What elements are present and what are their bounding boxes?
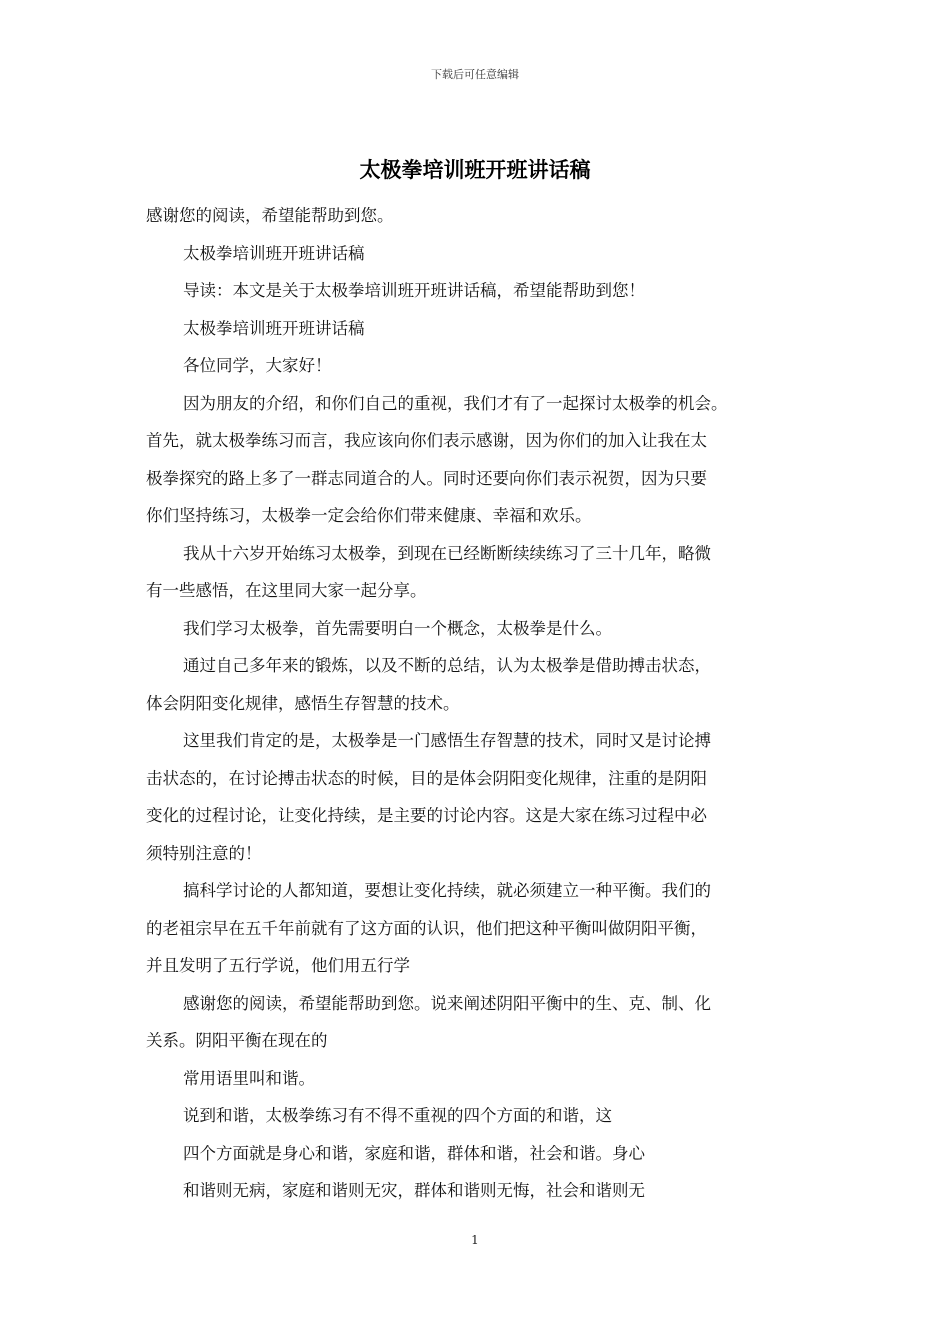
paragraph-line: 你们坚持练习，太极拳一定会给你们带来健康、幸福和欢乐。 (146, 506, 592, 525)
paragraph-line: 感谢您的阅读，希望能帮助到您。 (146, 206, 394, 225)
paragraph-line: 太极拳培训班开班讲话稿 (183, 243, 365, 263)
paragraph-line: 须特别注意的！ (146, 843, 262, 863)
paragraph-line: 体会阴阳变化规律，感悟生存智慧的技术。 (146, 693, 460, 713)
paragraph-line: 这里我们肯定的是，太极拳是一门感悟生存智慧的技术，同时又是讨论搏 (183, 731, 711, 750)
paragraph-line: 有一些感悟，在这里同大家一起分享。 (146, 581, 427, 600)
paragraph-line: 变化的过程讨论，让变化持续，是主要的讨论内容。这是大家在练习过程中必 (146, 806, 707, 825)
paragraph-line: 因为朋友的介绍，和你们自己的重视，我们才有了一起探讨太极拳的机会。 (183, 393, 728, 413)
document-title: 太极拳培训班开班讲话稿 (359, 157, 591, 182)
page-number: 1 (471, 1233, 479, 1247)
paragraph-line: 各位同学，大家好！ (183, 356, 332, 375)
paragraph-line: 关系。阴阳平衡在现在的 (146, 1031, 328, 1050)
document-body (146, 197, 810, 1210)
paragraph-line: 通过自己多年来的锻炼，以及不断的总结，认为太极拳是借助搏击状态， (183, 656, 711, 675)
paragraph-line: 我从十六岁开始练习太极拳，到现在已经断断续续练习了三十几年，略微 (183, 543, 711, 563)
paragraph-line: 并且发明了五行学说，他们用五行学 (146, 956, 410, 975)
paragraph-line: 和谐则无病，家庭和谐则无灾，群体和谐则无悔，社会和谐则无 (183, 1181, 645, 1200)
paragraph-line: 导读：本文是关于太极拳培训班开班讲话稿，希望能帮助到您！ (183, 281, 645, 300)
paragraph-line: 常用语里叫和谐。 (183, 1068, 315, 1088)
paragraph-line: 击状态的，在讨论搏击状态的时候，目的是体会阴阳变化规律，注重的是阴阳 (146, 768, 707, 788)
header-note: 下载后可任意编辑 (431, 68, 519, 81)
paragraph-line: 极拳探究的路上多了一群志同道合的人。同时还要向你们表示祝贺，因为只要 (146, 468, 707, 488)
paragraph-line: 的老祖宗早在五千年前就有了这方面的认识，他们把这种平衡叫做阴阳平衡， (146, 918, 707, 938)
paragraph-line: 搞科学讨论的人都知道，要想让变化持续，就必须建立一种平衡。我们的 (183, 881, 711, 900)
paragraph-line: 四个方面就是身心和谐，家庭和谐，群体和谐，社会和谐。身心 (183, 1143, 645, 1163)
paragraph-line: 太极拳培训班开班讲话稿 (183, 318, 365, 338)
paragraph-line: 首先，就太极拳练习而言，我应该向你们表示感谢，因为你们的加入让我在太 (146, 431, 707, 450)
paragraph-line: 说到和谐，太极拳练习有不得不重视的四个方面的和谐，这 (183, 1106, 612, 1125)
paragraph-line: 感谢您的阅读，希望能帮助到您。说来阐述阴阳平衡中的生、克、制、化 (183, 993, 711, 1013)
paragraph-line: 我们学习太极拳，首先需要明白一个概念，太极拳是什么。 (183, 618, 612, 638)
